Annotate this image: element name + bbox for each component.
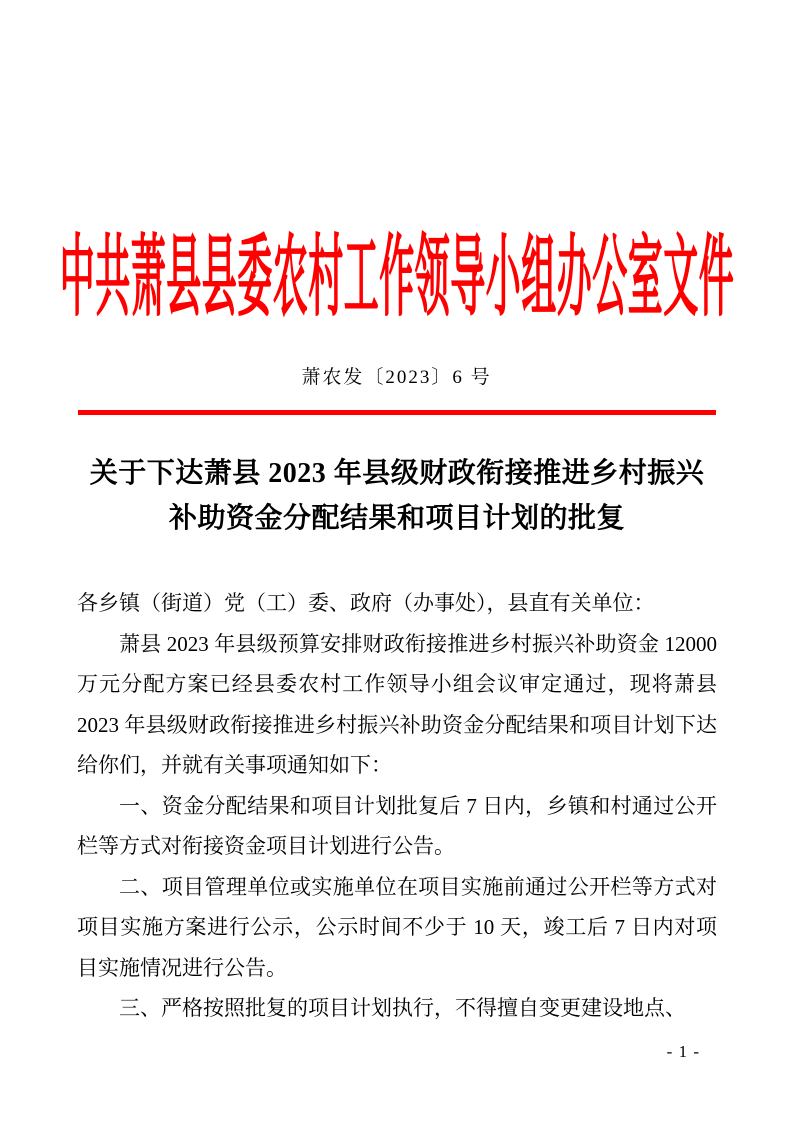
paragraph-item-1: 一、资金分配结果和项目计划批复后 7 日内，乡镇和村通过公开栏等方式对衔接资金项目计划进行公告。 xyxy=(77,793,717,858)
letterhead-banner xyxy=(59,212,735,332)
document-title-line-1: 关于下达萧县 2023 年县级财政衔接推进乡村振兴 xyxy=(89,458,705,489)
paragraph-item-2: 二、项目管理单位或实施单位在项目实施前通过公开栏等方式对项目实施方案进行公示，公示时间不少于 10 天，竣工后 7 日内对项目实施情况进行公告。 xyxy=(77,874,717,980)
red-divider-line xyxy=(78,410,716,415)
document-number: 萧农发〔2023〕6 号 xyxy=(301,367,492,388)
page-number: - 1 - xyxy=(666,1042,700,1061)
document-body xyxy=(77,583,717,1029)
document-title-line-2: 补助资金分配结果和项目计划的批复 xyxy=(168,503,625,534)
paragraph-intro: 萧县 2023 年县级预算安排财政衔接推进乡村振兴补助资金 12000 万元分配方案已经县委农村工作领导小组会议审定通过，现将萧县 2023 年县级财政衔接推进乡村振兴补助资金分配结果和项目计划下达给你们，并就有关事项通知如下： xyxy=(77,631,717,777)
paragraph-item-3: 三、严格按照批复的项目计划执行，不得擅自变更建设地点、 xyxy=(119,996,686,1020)
document-title xyxy=(77,451,717,541)
letterhead-org-title: 中共萧县县委农村工作领导小组办公室文件 xyxy=(59,228,735,329)
salutation: 各乡镇（街道）党（工）委、政府（办事处），县直有关单位： xyxy=(77,591,655,615)
